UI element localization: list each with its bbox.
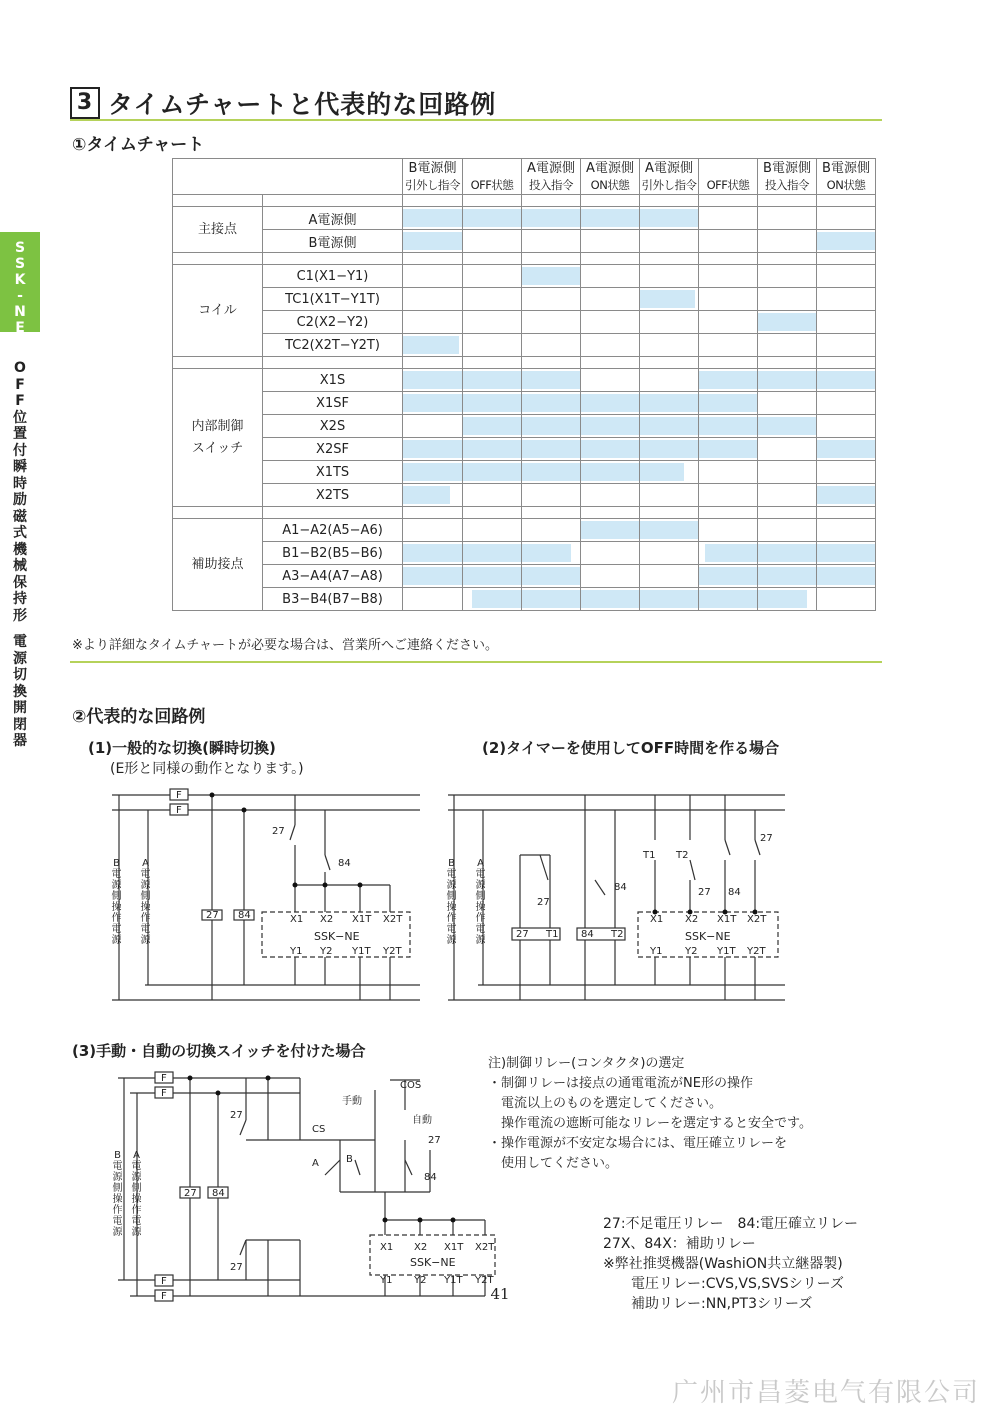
circuit1-title: (1)一般的な切換(瞬時切換) bbox=[88, 739, 276, 757]
signal-name: X1TS bbox=[263, 461, 403, 484]
c1-contact-84: 84 bbox=[338, 858, 351, 869]
c3-x2t: X2T bbox=[475, 1242, 495, 1253]
group-label-2: 内部制御 スイッチ bbox=[173, 369, 263, 507]
c3-fuse-1: F bbox=[161, 1073, 167, 1084]
legend-line: 27:不足電圧リレー 84:電圧確立リレー bbox=[603, 1216, 859, 1232]
relay-notes-title: 注)制御リレー(コンタクタ)の選定 bbox=[488, 1056, 685, 1071]
c3-b-source-label: B 電 源 側 操 作 電 源 bbox=[112, 1150, 123, 1238]
c2-b-source-label: B 電 源 側 操 作 電 源 bbox=[446, 858, 457, 946]
c3-y2: Y2 bbox=[414, 1275, 427, 1286]
c3-cos: COS bbox=[400, 1080, 422, 1091]
signal-name: X2S bbox=[263, 415, 403, 438]
note-line: ・操作電源が不安定な場合には、電圧確立リレーを bbox=[488, 1136, 788, 1151]
group-label-1: コイル bbox=[173, 265, 263, 357]
c1-relay-84: 84 bbox=[238, 910, 251, 921]
c1-contact-27: 27 bbox=[272, 826, 285, 837]
c2-contact-27c: 27 bbox=[760, 833, 773, 844]
c2-y2t: Y2T bbox=[747, 946, 766, 957]
c2-contact-t1: T1 bbox=[643, 850, 656, 861]
timechart-note: ※より詳細なタイムチャートが必要な場合は、営業所へご連絡ください。 bbox=[72, 638, 498, 653]
legend-line: ※弊社推奨機器(WashiON共立継器製) bbox=[603, 1256, 843, 1272]
phase-header-6: B電源側 投入指令 bbox=[758, 159, 817, 195]
page-number: 41 bbox=[490, 1285, 510, 1303]
c1-b-source-label: B 電 源 側 操 作 電 源 bbox=[111, 858, 122, 946]
timechart-heading: ①タイムチャート bbox=[72, 135, 205, 155]
note-line: 電流以上のものを選定してください。 bbox=[488, 1096, 723, 1111]
c3-contact-27b: 27 bbox=[230, 1262, 243, 1273]
circuit1-subtitle: (E形と同様の動作となります。) bbox=[110, 761, 304, 777]
c3-unit: SSK−NE bbox=[410, 1256, 456, 1269]
c1-relay-27: 27 bbox=[206, 910, 219, 921]
relay-notes-lines bbox=[488, 1074, 812, 1174]
legend-line: 27X、84X：補助リレー bbox=[603, 1236, 756, 1252]
c2-y1: Y1 bbox=[650, 946, 663, 957]
c3-x1: X1 bbox=[380, 1242, 394, 1253]
c3-auto: 自動 bbox=[412, 1115, 432, 1126]
c2-contact-t2: T2 bbox=[676, 850, 689, 861]
c2-y2: Y2 bbox=[685, 946, 698, 957]
c2-x2t: X2T bbox=[747, 914, 767, 925]
c2-relay-27: 27 bbox=[516, 929, 529, 940]
c2-y1t: Y1T bbox=[717, 946, 736, 957]
phase-header-1: OFF状態 bbox=[463, 159, 522, 195]
phase-header-5: OFF状態 bbox=[699, 159, 758, 195]
c3-a: A bbox=[312, 1158, 319, 1169]
c3-relay-84: 84 bbox=[212, 1188, 225, 1199]
c3-contact-27: 27 bbox=[230, 1110, 243, 1121]
legend-line: 電圧リレー:CVS,VS,SVSシリーズ bbox=[603, 1276, 844, 1292]
c2-x2: X2 bbox=[685, 914, 699, 925]
signal-name: B1−B2(B5−B6) bbox=[263, 542, 403, 565]
c2-contact-84b: 84 bbox=[728, 887, 741, 898]
phase-header-3: A電源側 ON状態 bbox=[581, 159, 640, 195]
c1-x2t: X2T bbox=[383, 914, 403, 925]
note-line: ・制御リレーは接点の通電電流がNE形の操作 bbox=[488, 1076, 753, 1091]
signal-name: C1(X1−Y1) bbox=[263, 265, 403, 288]
circuits-heading: ②代表的な回路例 bbox=[72, 707, 206, 727]
signal-name: X2TS bbox=[263, 484, 403, 507]
c3-b: B bbox=[346, 1154, 353, 1165]
c3-cs: CS bbox=[312, 1124, 326, 1135]
signal-name: X2SF bbox=[263, 438, 403, 461]
legend-line: 補助リレー:NN,PT3シリーズ bbox=[603, 1296, 813, 1312]
c1-y2t: Y2T bbox=[383, 946, 402, 957]
c1-x2: X2 bbox=[320, 914, 334, 925]
c3-fuse-4: F bbox=[161, 1291, 167, 1302]
note-line: 使用してください。 bbox=[488, 1156, 619, 1171]
signal-name: X1S bbox=[263, 369, 403, 392]
c3-x1t: X1T bbox=[444, 1242, 464, 1253]
c2-contact-84: 84 bbox=[614, 882, 627, 893]
c3-fuse-3: F bbox=[161, 1276, 167, 1287]
c1-unit: SSK−NE bbox=[314, 930, 360, 943]
c1-a-source-label: A 電 源 側 操 作 電 源 bbox=[140, 858, 151, 946]
c2-contact-27b: 27 bbox=[698, 887, 711, 898]
section-title-text: タイムチャートと代表的な回路例 bbox=[108, 90, 497, 119]
note-line: 操作電流の遮断可能なリレーを選定すると安全です。 bbox=[488, 1116, 812, 1131]
c3-relay-27: 27 bbox=[184, 1188, 197, 1199]
c1-fuse-a: F bbox=[176, 790, 182, 801]
signal-name: A3−A4(A7−A8) bbox=[263, 565, 403, 588]
c1-x1t: X1T bbox=[352, 914, 372, 925]
c3-x2: X2 bbox=[414, 1242, 428, 1253]
side-tab-label: S S K - N E bbox=[14, 240, 26, 336]
phase-header-0: B電源側 引外し指令 bbox=[403, 159, 463, 195]
c2-a-source-label: A 電 源 側 操 作 電 源 bbox=[475, 858, 486, 946]
c2-x1t: X1T bbox=[717, 914, 737, 925]
signal-name: A電源側 bbox=[263, 207, 403, 230]
c2-relay-84: 84 bbox=[581, 929, 594, 940]
group-label-3: 補助接点 bbox=[173, 519, 263, 611]
phase-header-2: A電源側 投入指令 bbox=[522, 159, 581, 195]
c1-x1: X1 bbox=[290, 914, 304, 925]
watermark: 广州市昌菱电气有限公司 bbox=[671, 1378, 980, 1408]
c3-a-source-label: A 電 源 側 操 作 電 源 bbox=[131, 1150, 142, 1238]
phase-header-4: A電源側 引外し指令 bbox=[640, 159, 699, 195]
circuit3-title: (3)手動・自動の切換スイッチを付けた場合 bbox=[72, 1042, 366, 1060]
c2-unit: SSK−NE bbox=[685, 930, 731, 943]
signal-name: B3−B4(B7−B8) bbox=[263, 588, 403, 611]
c3-y1: Y1 bbox=[380, 1275, 393, 1286]
phase-header-7: B電源側 ON状態 bbox=[817, 159, 876, 195]
signal-name: A1−A2(A5−A6) bbox=[263, 519, 403, 542]
c3-manual: 手動 bbox=[342, 1096, 362, 1107]
side-vertical-title: O F F 位 置 付 瞬 時 励 磁 式 機 械 保 持 形 電 源 切 換 開 閉 器 bbox=[13, 360, 27, 749]
relay-notes bbox=[488, 1054, 812, 1174]
circuit1-diagram bbox=[112, 789, 420, 1000]
signal-name: C2(X2−Y2) bbox=[263, 311, 403, 334]
c2-x1: X1 bbox=[650, 914, 664, 925]
c2-timer-t2: T2 bbox=[611, 929, 624, 940]
c1-fuse-b: F bbox=[176, 805, 182, 816]
c1-y1t: Y1T bbox=[352, 946, 371, 957]
c2-timer-t1: T1 bbox=[546, 929, 559, 940]
c3-y1t: Y1T bbox=[444, 1275, 463, 1286]
group-label-0: 主接点 bbox=[173, 207, 263, 253]
c1-y1: Y1 bbox=[290, 946, 303, 957]
c2-contact-27: 27 bbox=[537, 897, 550, 908]
c3-contact-27c: 27 bbox=[428, 1135, 441, 1146]
signal-name: TC1(X1T−Y1T) bbox=[263, 288, 403, 311]
signal-name: B電源側 bbox=[263, 230, 403, 253]
c1-y2: Y2 bbox=[320, 946, 333, 957]
section-number: 3 bbox=[70, 87, 100, 119]
circuit2-title: (2)タイマーを使用してOFF時間を作る場合 bbox=[482, 739, 780, 757]
signal-name: TC2(X2T−Y2T) bbox=[263, 334, 403, 357]
c3-contact-84: 84 bbox=[424, 1172, 437, 1183]
c3-fuse-2: F bbox=[161, 1088, 167, 1099]
c3-y2t: Y2T bbox=[475, 1275, 494, 1286]
signal-name: X1SF bbox=[263, 392, 403, 415]
